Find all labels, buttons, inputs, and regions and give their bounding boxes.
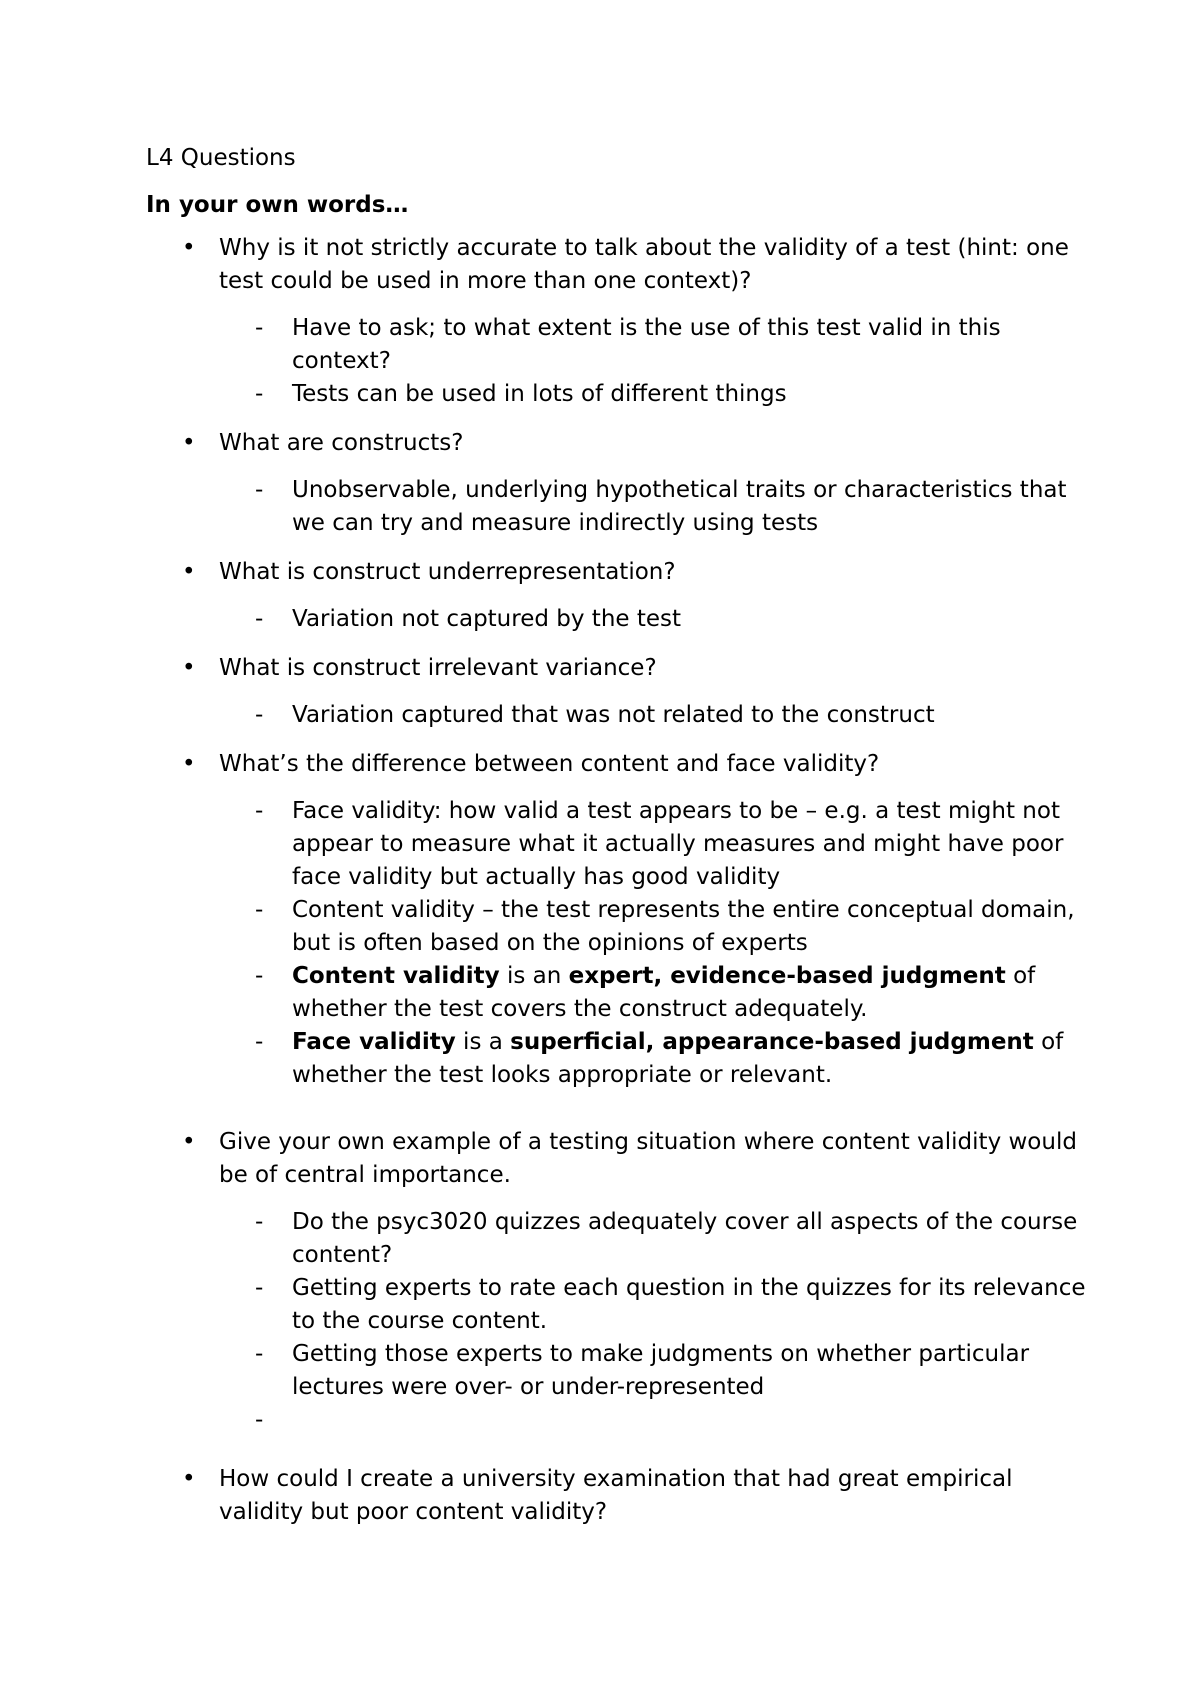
question-text: What is construct irrelevant variance? bbox=[219, 655, 657, 681]
answer-item bbox=[219, 1206, 1086, 1272]
bullet-icon: • bbox=[182, 559, 196, 585]
answer-item bbox=[219, 474, 1086, 540]
answer-list bbox=[219, 795, 1086, 1092]
dash-icon: - bbox=[255, 1407, 264, 1433]
question-item bbox=[146, 556, 1086, 636]
answer-item-rich bbox=[219, 1026, 1086, 1092]
answer-emphasis: expert, evidence-based judgment bbox=[568, 963, 1006, 989]
answer-connector: is a bbox=[455, 1029, 511, 1055]
answer-text: Getting experts to rate each question in the quizzes for its relevance to the course content. bbox=[292, 1275, 1086, 1334]
dash-icon: - bbox=[255, 1275, 264, 1301]
answer-list bbox=[219, 699, 1086, 732]
answer-list bbox=[219, 474, 1086, 540]
answer-text: Face validity: how valid a test appears to be – e.g. a test might not appear to measure what it actually measures and might have poor face validity but actually has good validity bbox=[292, 798, 1064, 890]
answer-rest: of whether the test covers the construct adequately. bbox=[292, 963, 1036, 1022]
answer-item bbox=[219, 699, 1086, 732]
dash-icon: - bbox=[255, 1209, 264, 1235]
answer-item bbox=[219, 795, 1086, 894]
bullet-icon: • bbox=[182, 655, 196, 681]
question-text: How could I create a university examination that had great empirical validity but poor content validity? bbox=[219, 1466, 1013, 1525]
dash-icon: - bbox=[255, 1341, 264, 1367]
question-list bbox=[146, 232, 1086, 1529]
dash-icon: - bbox=[255, 1029, 264, 1055]
dash-icon: - bbox=[255, 315, 264, 341]
answer-item bbox=[219, 312, 1086, 378]
bullet-icon: • bbox=[182, 1129, 196, 1155]
dash-icon: - bbox=[255, 381, 264, 407]
answer-list bbox=[219, 603, 1086, 636]
question-item bbox=[146, 1463, 1086, 1529]
bullet-icon: • bbox=[182, 235, 196, 261]
answer-item bbox=[219, 894, 1086, 960]
bullet-icon: • bbox=[182, 430, 196, 456]
answer-text: Getting those experts to make judgments on whether particular lectures were over- or under-represented bbox=[292, 1341, 1030, 1400]
question-item bbox=[146, 232, 1086, 411]
document-page bbox=[146, 142, 1086, 1545]
answer-item bbox=[219, 1272, 1086, 1338]
question-text: What is construct underrepresentation? bbox=[219, 559, 676, 585]
bullet-icon: • bbox=[182, 751, 196, 777]
answer-item-empty bbox=[219, 1404, 1086, 1447]
answer-text: Unobservable, underlying hypothetical traits or characteristics that we can try and measure indirectly using tests bbox=[292, 477, 1067, 536]
answer-item bbox=[219, 378, 1086, 411]
answer-text bbox=[292, 1029, 1063, 1088]
answer-text: Have to ask; to what extent is the use of this test valid in this context? bbox=[292, 315, 1001, 374]
dash-icon: - bbox=[255, 798, 264, 824]
answer-text: Content validity – the test represents the entire conceptual domain, but is often based on the opinions of experts bbox=[292, 897, 1075, 956]
answer-list bbox=[219, 312, 1086, 411]
answer-text: Do the psyc3020 quizzes adequately cover all aspects of the course content? bbox=[292, 1209, 1078, 1268]
answer-item bbox=[219, 603, 1086, 636]
bullet-icon: • bbox=[182, 1466, 196, 1492]
dash-icon: - bbox=[255, 702, 264, 728]
question-text: Give your own example of a testing situation where content validity would be of central importance. bbox=[219, 1129, 1077, 1188]
answer-term: Content validity bbox=[292, 963, 500, 989]
question-text: What’s the difference between content and face validity? bbox=[219, 751, 880, 777]
dash-icon: - bbox=[255, 477, 264, 503]
question-item bbox=[146, 1126, 1086, 1447]
question-item bbox=[146, 427, 1086, 540]
question-text: Why is it not strictly accurate to talk about the validity of a test (hint: one test could be used in more than one context)? bbox=[219, 235, 1069, 294]
intro-heading: In your own words… bbox=[146, 192, 409, 218]
answer-connector: is an bbox=[499, 963, 569, 989]
document-title: L4 Questions bbox=[146, 145, 296, 171]
answer-item-rich bbox=[219, 960, 1086, 1026]
question-text: What are constructs? bbox=[219, 430, 464, 456]
answer-item bbox=[219, 1338, 1086, 1404]
answer-list bbox=[219, 1206, 1086, 1447]
dash-icon: - bbox=[255, 897, 264, 923]
question-item bbox=[146, 748, 1086, 1092]
answer-text: Variation not captured by the test bbox=[292, 606, 682, 632]
dash-icon: - bbox=[255, 963, 264, 989]
answer-text: Variation captured that was not related to the construct bbox=[292, 702, 935, 728]
answer-term: Face validity bbox=[292, 1029, 456, 1055]
answer-text bbox=[292, 963, 1035, 1022]
answer-text: Tests can be used in lots of different things bbox=[292, 381, 787, 407]
question-item bbox=[146, 652, 1086, 732]
answer-emphasis: superficial, appearance-based judgment bbox=[510, 1029, 1034, 1055]
answer-rest: of whether the test looks appropriate or relevant. bbox=[292, 1029, 1064, 1088]
dash-icon: - bbox=[255, 606, 264, 632]
